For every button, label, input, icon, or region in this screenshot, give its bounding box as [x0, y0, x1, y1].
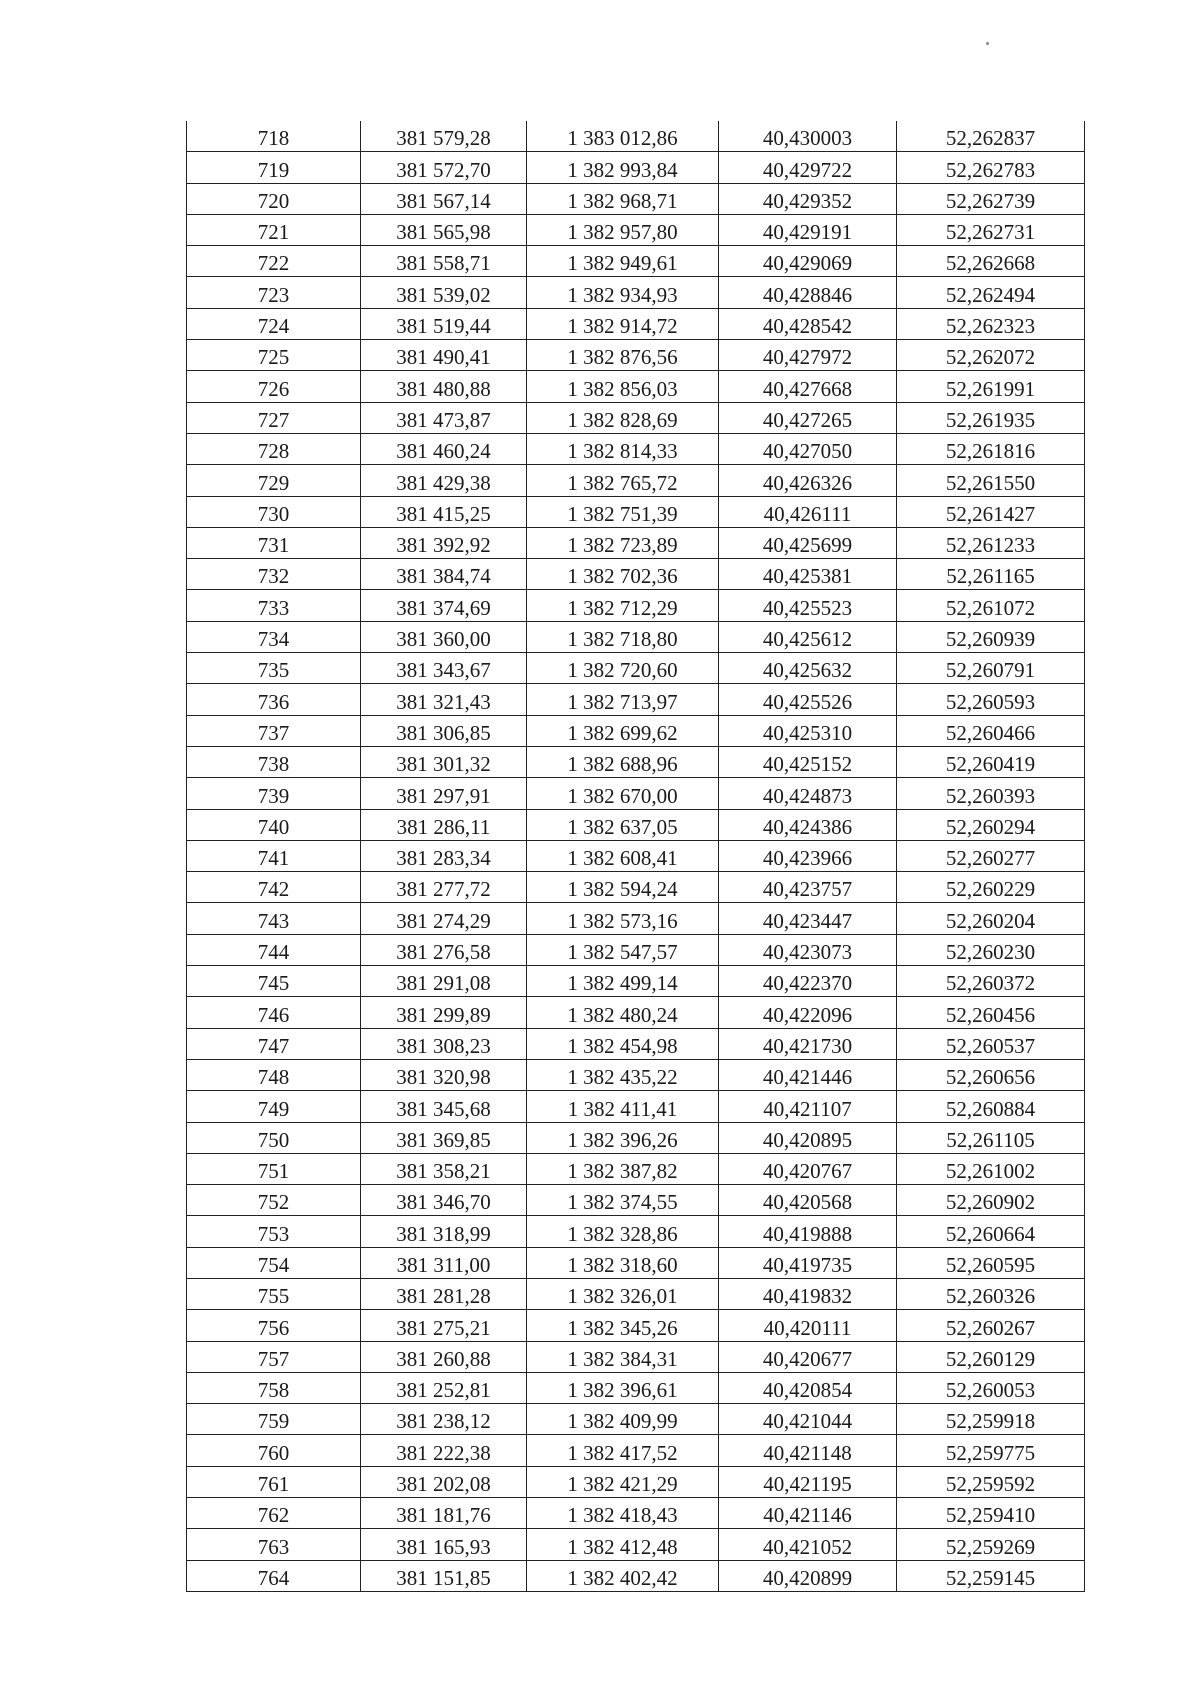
x-coordinate-cell: 381 281,28	[361, 1278, 527, 1309]
x-coordinate-cell: 381 565,98	[361, 214, 527, 245]
table-row	[187, 621, 1085, 652]
x-coordinate-cell: 381 318,99	[361, 1216, 527, 1247]
point-number-cell: 731	[187, 527, 361, 558]
point-number-cell: 732	[187, 559, 361, 590]
y-coordinate-cell: 1 382 547,57	[527, 934, 719, 965]
longitude-cell: 52,260372	[897, 966, 1085, 997]
longitude-cell: 52,261002	[897, 1153, 1085, 1184]
longitude-cell: 52,260204	[897, 903, 1085, 934]
point-number-cell: 760	[187, 1435, 361, 1466]
point-number-cell: 724	[187, 308, 361, 339]
point-number-cell: 747	[187, 1028, 361, 1059]
point-number-cell: 749	[187, 1091, 361, 1122]
longitude-cell: 52,261072	[897, 590, 1085, 621]
y-coordinate-cell: 1 383 012,86	[527, 121, 719, 152]
x-coordinate-cell: 381 320,98	[361, 1059, 527, 1090]
table-row	[187, 214, 1085, 245]
table-row	[187, 1091, 1085, 1122]
longitude-cell: 52,260456	[897, 997, 1085, 1028]
longitude-cell: 52,261427	[897, 496, 1085, 527]
x-coordinate-cell: 381 579,28	[361, 121, 527, 152]
latitude-cell: 40,420899	[719, 1560, 897, 1591]
x-coordinate-cell: 381 519,44	[361, 308, 527, 339]
point-number-cell: 753	[187, 1216, 361, 1247]
point-number-cell: 723	[187, 277, 361, 308]
point-number-cell: 727	[187, 402, 361, 433]
table-row	[187, 1153, 1085, 1184]
table-row	[187, 121, 1085, 152]
latitude-cell: 40,425612	[719, 621, 897, 652]
latitude-cell: 40,421052	[719, 1529, 897, 1560]
longitude-cell: 52,260229	[897, 872, 1085, 903]
point-number-cell: 752	[187, 1185, 361, 1216]
y-coordinate-cell: 1 382 718,80	[527, 621, 719, 652]
point-number-cell: 744	[187, 934, 361, 965]
y-coordinate-cell: 1 382 454,98	[527, 1028, 719, 1059]
x-coordinate-cell: 381 384,74	[361, 559, 527, 590]
longitude-cell: 52,262731	[897, 214, 1085, 245]
table-row	[187, 840, 1085, 871]
longitude-cell: 52,260595	[897, 1247, 1085, 1278]
x-coordinate-cell: 381 369,85	[361, 1122, 527, 1153]
y-coordinate-cell: 1 382 418,43	[527, 1498, 719, 1529]
point-number-cell: 742	[187, 872, 361, 903]
latitude-cell: 40,421107	[719, 1091, 897, 1122]
x-coordinate-cell: 381 277,72	[361, 872, 527, 903]
longitude-cell: 52,260791	[897, 653, 1085, 684]
longitude-cell: 52,260466	[897, 715, 1085, 746]
y-coordinate-cell: 1 382 499,14	[527, 966, 719, 997]
y-coordinate-cell: 1 382 417,52	[527, 1435, 719, 1466]
latitude-cell: 40,423447	[719, 903, 897, 934]
y-coordinate-cell: 1 382 326,01	[527, 1278, 719, 1309]
y-coordinate-cell: 1 382 713,97	[527, 684, 719, 715]
y-coordinate-cell: 1 382 318,60	[527, 1247, 719, 1278]
latitude-cell: 40,421195	[719, 1466, 897, 1497]
x-coordinate-cell: 381 252,81	[361, 1372, 527, 1403]
table-row	[187, 684, 1085, 715]
table-row	[187, 1529, 1085, 1560]
latitude-cell: 40,428846	[719, 277, 897, 308]
point-number-cell: 758	[187, 1372, 361, 1403]
y-coordinate-cell: 1 382 396,61	[527, 1372, 719, 1403]
longitude-cell: 52,262323	[897, 308, 1085, 339]
point-number-cell: 728	[187, 433, 361, 464]
latitude-cell: 40,420895	[719, 1122, 897, 1153]
latitude-cell: 40,419832	[719, 1278, 897, 1309]
latitude-cell: 40,420767	[719, 1153, 897, 1184]
y-coordinate-cell: 1 382 876,56	[527, 340, 719, 371]
longitude-cell: 52,262783	[897, 152, 1085, 183]
y-coordinate-cell: 1 382 480,24	[527, 997, 719, 1028]
longitude-cell: 52,260939	[897, 621, 1085, 652]
longitude-cell: 52,259410	[897, 1498, 1085, 1529]
latitude-cell: 40,427265	[719, 402, 897, 433]
x-coordinate-cell: 381 301,32	[361, 746, 527, 777]
y-coordinate-cell: 1 382 914,72	[527, 308, 719, 339]
latitude-cell: 40,425152	[719, 746, 897, 777]
point-number-cell: 735	[187, 653, 361, 684]
table-row	[187, 1059, 1085, 1090]
x-coordinate-cell: 381 260,88	[361, 1341, 527, 1372]
x-coordinate-cell: 381 374,69	[361, 590, 527, 621]
x-coordinate-cell: 381 480,88	[361, 371, 527, 402]
table-row	[187, 778, 1085, 809]
point-number-cell: 746	[187, 997, 361, 1028]
latitude-cell: 40,429069	[719, 246, 897, 277]
longitude-cell: 52,259269	[897, 1529, 1085, 1560]
x-coordinate-cell: 381 222,38	[361, 1435, 527, 1466]
longitude-cell: 52,259145	[897, 1560, 1085, 1591]
x-coordinate-cell: 381 460,24	[361, 433, 527, 464]
table-row	[187, 1560, 1085, 1591]
latitude-cell: 40,428542	[719, 308, 897, 339]
table-row	[187, 809, 1085, 840]
point-number-cell: 729	[187, 465, 361, 496]
point-number-cell: 761	[187, 1466, 361, 1497]
y-coordinate-cell: 1 382 856,03	[527, 371, 719, 402]
y-coordinate-cell: 1 382 387,82	[527, 1153, 719, 1184]
point-number-cell: 726	[187, 371, 361, 402]
y-coordinate-cell: 1 382 957,80	[527, 214, 719, 245]
table-row	[187, 1185, 1085, 1216]
x-coordinate-cell: 381 360,00	[361, 621, 527, 652]
x-coordinate-cell: 381 276,58	[361, 934, 527, 965]
point-number-cell: 756	[187, 1310, 361, 1341]
longitude-cell: 52,259918	[897, 1404, 1085, 1435]
table-row	[187, 246, 1085, 277]
point-number-cell: 730	[187, 496, 361, 527]
point-number-cell: 740	[187, 809, 361, 840]
y-coordinate-cell: 1 382 720,60	[527, 653, 719, 684]
x-coordinate-cell: 381 358,21	[361, 1153, 527, 1184]
latitude-cell: 40,424386	[719, 809, 897, 840]
x-coordinate-cell: 381 490,41	[361, 340, 527, 371]
table-row	[187, 1278, 1085, 1309]
point-number-cell: 739	[187, 778, 361, 809]
point-number-cell: 763	[187, 1529, 361, 1560]
point-number-cell: 764	[187, 1560, 361, 1591]
latitude-cell: 40,427668	[719, 371, 897, 402]
y-coordinate-cell: 1 382 828,69	[527, 402, 719, 433]
table-row	[187, 590, 1085, 621]
longitude-cell: 52,260267	[897, 1310, 1085, 1341]
longitude-cell: 52,260326	[897, 1278, 1085, 1309]
latitude-cell: 40,429191	[719, 214, 897, 245]
y-coordinate-cell: 1 382 637,05	[527, 809, 719, 840]
latitude-cell: 40,427050	[719, 433, 897, 464]
latitude-cell: 40,427972	[719, 340, 897, 371]
point-number-cell: 741	[187, 840, 361, 871]
longitude-cell: 52,260593	[897, 684, 1085, 715]
point-number-cell: 750	[187, 1122, 361, 1153]
longitude-cell: 52,260393	[897, 778, 1085, 809]
longitude-cell: 52,260419	[897, 746, 1085, 777]
longitude-cell: 52,261935	[897, 402, 1085, 433]
table-row	[187, 1216, 1085, 1247]
y-coordinate-cell: 1 382 702,36	[527, 559, 719, 590]
y-coordinate-cell: 1 382 384,31	[527, 1341, 719, 1372]
latitude-cell: 40,423073	[719, 934, 897, 965]
x-coordinate-cell: 381 429,38	[361, 465, 527, 496]
latitude-cell: 40,421044	[719, 1404, 897, 1435]
y-coordinate-cell: 1 382 435,22	[527, 1059, 719, 1090]
longitude-cell: 52,260230	[897, 934, 1085, 965]
x-coordinate-cell: 381 297,91	[361, 778, 527, 809]
table-row	[187, 402, 1085, 433]
x-coordinate-cell: 381 274,29	[361, 903, 527, 934]
table-row	[187, 1466, 1085, 1497]
y-coordinate-cell: 1 382 409,99	[527, 1404, 719, 1435]
table-row	[187, 1498, 1085, 1529]
latitude-cell: 40,420677	[719, 1341, 897, 1372]
point-number-cell: 718	[187, 121, 361, 152]
table-row	[187, 1341, 1085, 1372]
longitude-cell: 52,261165	[897, 559, 1085, 590]
latitude-cell: 40,420111	[719, 1310, 897, 1341]
coordinates-table-body	[187, 121, 1085, 1591]
x-coordinate-cell: 381 321,43	[361, 684, 527, 715]
y-coordinate-cell: 1 382 374,55	[527, 1185, 719, 1216]
table-row	[187, 1404, 1085, 1435]
y-coordinate-cell: 1 382 712,29	[527, 590, 719, 621]
y-coordinate-cell: 1 382 345,26	[527, 1310, 719, 1341]
point-number-cell: 734	[187, 621, 361, 652]
point-number-cell: 737	[187, 715, 361, 746]
x-coordinate-cell: 381 567,14	[361, 183, 527, 214]
table-row	[187, 1122, 1085, 1153]
latitude-cell: 40,419735	[719, 1247, 897, 1278]
y-coordinate-cell: 1 382 402,42	[527, 1560, 719, 1591]
longitude-cell: 52,261233	[897, 527, 1085, 558]
point-number-cell: 733	[187, 590, 361, 621]
y-coordinate-cell: 1 382 699,62	[527, 715, 719, 746]
point-number-cell: 751	[187, 1153, 361, 1184]
table-row	[187, 966, 1085, 997]
y-coordinate-cell: 1 382 573,16	[527, 903, 719, 934]
point-number-cell: 748	[187, 1059, 361, 1090]
x-coordinate-cell: 381 345,68	[361, 1091, 527, 1122]
table-row	[187, 496, 1085, 527]
latitude-cell: 40,425699	[719, 527, 897, 558]
point-number-cell: 720	[187, 183, 361, 214]
latitude-cell: 40,425381	[719, 559, 897, 590]
scan-speck	[986, 42, 989, 45]
y-coordinate-cell: 1 382 412,48	[527, 1529, 719, 1560]
y-coordinate-cell: 1 382 688,96	[527, 746, 719, 777]
point-number-cell: 757	[187, 1341, 361, 1372]
point-number-cell: 754	[187, 1247, 361, 1278]
latitude-cell: 40,430003	[719, 121, 897, 152]
x-coordinate-cell: 381 202,08	[361, 1466, 527, 1497]
x-coordinate-cell: 381 299,89	[361, 997, 527, 1028]
longitude-cell: 52,260537	[897, 1028, 1085, 1059]
latitude-cell: 40,425632	[719, 653, 897, 684]
point-number-cell: 745	[187, 966, 361, 997]
x-coordinate-cell: 381 415,25	[361, 496, 527, 527]
y-coordinate-cell: 1 382 751,39	[527, 496, 719, 527]
latitude-cell: 40,421148	[719, 1435, 897, 1466]
y-coordinate-cell: 1 382 594,24	[527, 872, 719, 903]
x-coordinate-cell: 381 346,70	[361, 1185, 527, 1216]
longitude-cell: 52,262739	[897, 183, 1085, 214]
longitude-cell: 52,260884	[897, 1091, 1085, 1122]
longitude-cell: 52,262668	[897, 246, 1085, 277]
latitude-cell: 40,426326	[719, 465, 897, 496]
coordinates-table	[186, 121, 1085, 1592]
x-coordinate-cell: 381 165,93	[361, 1529, 527, 1560]
table-row	[187, 183, 1085, 214]
point-number-cell: 736	[187, 684, 361, 715]
y-coordinate-cell: 1 382 411,41	[527, 1091, 719, 1122]
y-coordinate-cell: 1 382 968,71	[527, 183, 719, 214]
table-row	[187, 1310, 1085, 1341]
table-row	[187, 308, 1085, 339]
y-coordinate-cell: 1 382 328,86	[527, 1216, 719, 1247]
x-coordinate-cell: 381 181,76	[361, 1498, 527, 1529]
longitude-cell: 52,261105	[897, 1122, 1085, 1153]
point-number-cell: 738	[187, 746, 361, 777]
x-coordinate-cell: 381 572,70	[361, 152, 527, 183]
longitude-cell: 52,262072	[897, 340, 1085, 371]
x-coordinate-cell: 381 539,02	[361, 277, 527, 308]
table-row	[187, 872, 1085, 903]
x-coordinate-cell: 381 558,71	[361, 246, 527, 277]
longitude-cell: 52,261550	[897, 465, 1085, 496]
x-coordinate-cell: 381 343,67	[361, 653, 527, 684]
point-number-cell: 725	[187, 340, 361, 371]
x-coordinate-cell: 381 283,34	[361, 840, 527, 871]
longitude-cell: 52,260053	[897, 1372, 1085, 1403]
table-row	[187, 1372, 1085, 1403]
x-coordinate-cell: 381 311,00	[361, 1247, 527, 1278]
longitude-cell: 52,260902	[897, 1185, 1085, 1216]
table-row	[187, 340, 1085, 371]
point-number-cell: 721	[187, 214, 361, 245]
latitude-cell: 40,422096	[719, 997, 897, 1028]
longitude-cell: 52,259592	[897, 1466, 1085, 1497]
longitude-cell: 52,261816	[897, 433, 1085, 464]
latitude-cell: 40,425523	[719, 590, 897, 621]
x-coordinate-cell: 381 392,92	[361, 527, 527, 558]
latitude-cell: 40,429722	[719, 152, 897, 183]
latitude-cell: 40,420568	[719, 1185, 897, 1216]
table-row	[187, 465, 1085, 496]
x-coordinate-cell: 381 286,11	[361, 809, 527, 840]
y-coordinate-cell: 1 382 934,93	[527, 277, 719, 308]
y-coordinate-cell: 1 382 421,29	[527, 1466, 719, 1497]
latitude-cell: 40,421446	[719, 1059, 897, 1090]
table-row	[187, 152, 1085, 183]
x-coordinate-cell: 381 306,85	[361, 715, 527, 746]
longitude-cell: 52,260294	[897, 809, 1085, 840]
table-row	[187, 1028, 1085, 1059]
y-coordinate-cell: 1 382 949,61	[527, 246, 719, 277]
table-row	[187, 746, 1085, 777]
latitude-cell: 40,425310	[719, 715, 897, 746]
table-row	[187, 527, 1085, 558]
table-row	[187, 371, 1085, 402]
y-coordinate-cell: 1 382 993,84	[527, 152, 719, 183]
table-row	[187, 433, 1085, 464]
latitude-cell: 40,422370	[719, 966, 897, 997]
table-row	[187, 997, 1085, 1028]
longitude-cell: 52,260664	[897, 1216, 1085, 1247]
point-number-cell: 722	[187, 246, 361, 277]
latitude-cell: 40,421730	[719, 1028, 897, 1059]
table-row	[187, 277, 1085, 308]
point-number-cell: 755	[187, 1278, 361, 1309]
x-coordinate-cell: 381 238,12	[361, 1404, 527, 1435]
y-coordinate-cell: 1 382 608,41	[527, 840, 719, 871]
longitude-cell: 52,260277	[897, 840, 1085, 871]
latitude-cell: 40,424873	[719, 778, 897, 809]
x-coordinate-cell: 381 275,21	[361, 1310, 527, 1341]
longitude-cell: 52,259775	[897, 1435, 1085, 1466]
longitude-cell: 52,260129	[897, 1341, 1085, 1372]
y-coordinate-cell: 1 382 396,26	[527, 1122, 719, 1153]
latitude-cell: 40,425526	[719, 684, 897, 715]
x-coordinate-cell: 381 291,08	[361, 966, 527, 997]
y-coordinate-cell: 1 382 765,72	[527, 465, 719, 496]
table-row	[187, 715, 1085, 746]
table-row	[187, 903, 1085, 934]
latitude-cell: 40,423757	[719, 872, 897, 903]
table-row	[187, 1247, 1085, 1278]
latitude-cell: 40,429352	[719, 183, 897, 214]
x-coordinate-cell: 381 308,23	[361, 1028, 527, 1059]
point-number-cell: 762	[187, 1498, 361, 1529]
latitude-cell: 40,420854	[719, 1372, 897, 1403]
x-coordinate-cell: 381 151,85	[361, 1560, 527, 1591]
point-number-cell: 759	[187, 1404, 361, 1435]
point-number-cell: 719	[187, 152, 361, 183]
x-coordinate-cell: 381 473,87	[361, 402, 527, 433]
table-row	[187, 934, 1085, 965]
point-number-cell: 743	[187, 903, 361, 934]
y-coordinate-cell: 1 382 670,00	[527, 778, 719, 809]
longitude-cell: 52,262837	[897, 121, 1085, 152]
table-row	[187, 1435, 1085, 1466]
table-row	[187, 559, 1085, 590]
latitude-cell: 40,419888	[719, 1216, 897, 1247]
longitude-cell: 52,261991	[897, 371, 1085, 402]
longitude-cell: 52,262494	[897, 277, 1085, 308]
longitude-cell: 52,260656	[897, 1059, 1085, 1090]
latitude-cell: 40,423966	[719, 840, 897, 871]
y-coordinate-cell: 1 382 814,33	[527, 433, 719, 464]
table-row	[187, 653, 1085, 684]
y-coordinate-cell: 1 382 723,89	[527, 527, 719, 558]
latitude-cell: 40,426111	[719, 496, 897, 527]
latitude-cell: 40,421146	[719, 1498, 897, 1529]
